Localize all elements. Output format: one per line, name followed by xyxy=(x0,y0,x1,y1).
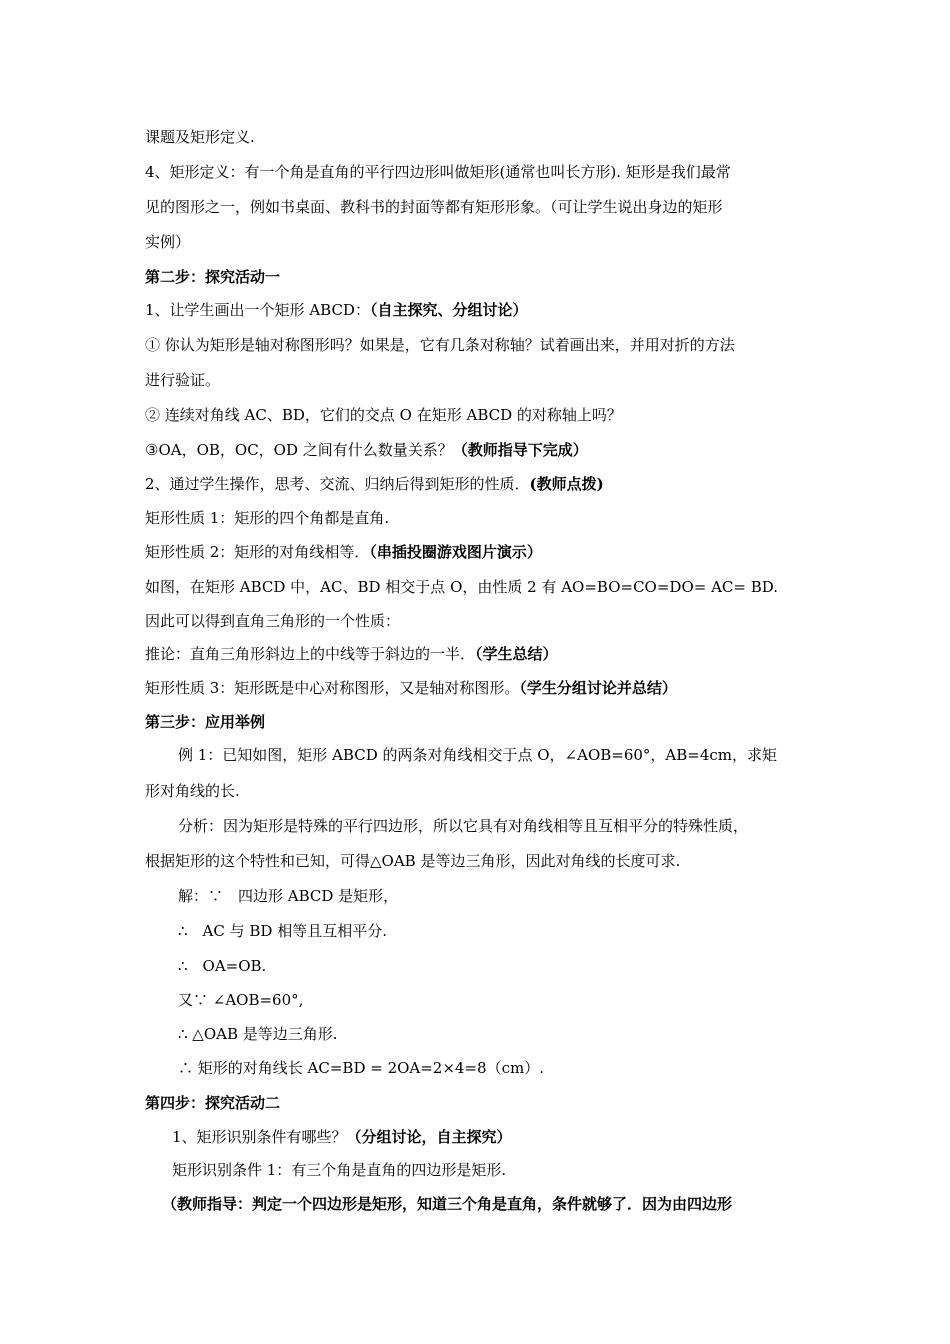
bold-note: (教师点拨) xyxy=(529,475,604,493)
example-line: 例 1：已知如图，矩形 ABCD 的两条对角线相交于点 O，∠AOB=60°，AB=4cm，求矩 xyxy=(178,746,778,764)
analysis-line: 分析：因为矩形是特殊的平行四边形，所以它具有对角线相等且互相平分的特殊性质， xyxy=(178,817,749,835)
paragraph-line: 形对角线的长. xyxy=(145,782,240,800)
paragraph-line: 课题及矩形定义. xyxy=(145,128,255,146)
bold-note: （教师指导下完成） xyxy=(452,441,588,459)
bold-note: （学生分组讨论并总结） xyxy=(519,679,677,697)
section-heading-step4: 第四步：探究活动二 xyxy=(145,1094,281,1112)
paragraph-line: 见的图形之一，例如书桌面、教科书的封面等都有矩形形象。（可让学生说出身边的矩形 xyxy=(145,198,723,216)
property-line: 矩形性质 2：矩形的对角线相等．（串插投圈游戏图片演示） xyxy=(145,543,542,561)
solution-line: 又∵ ∠AOB=60°, xyxy=(178,991,304,1009)
corollary-line: 推论：直角三角形斜边上的中线等于斜边的一半．（学生总结） xyxy=(145,645,558,663)
definition-line: 4、矩形定义：有一个角是直角的平行四边形叫做矩形(通常也叫长方形). 矩形是我们最常 xyxy=(145,163,731,181)
condition-line: 矩形识别条件 1：有三个角是直角的四边形是矩形. xyxy=(172,1161,507,1179)
solution-line: ∴ △OAB 是等边三角形. xyxy=(178,1025,338,1043)
paragraph-line: 1、让学生画出一个矩形 ABCD：（自主探究、分组讨论） xyxy=(145,301,528,319)
paragraph-line: 如图，在矩形 ABCD 中，AC、BD 相交于点 O，由性质 2 有 AO=BO=CO=DO= AC= BD. xyxy=(145,578,779,596)
property-line: 矩形性质 3：矩形既是中心对称图形，又是轴对称图形。（学生分组讨论并总结） xyxy=(145,679,677,697)
bold-note: （分组讨论，自主探究） xyxy=(346,1128,512,1146)
solution-line: ∴ OA=OB. xyxy=(178,957,267,975)
solution-line: 解：∵ 四边形 ABCD 是矩形， xyxy=(178,887,399,905)
paragraph-line: 1、矩形识别条件有哪些？（分组讨论，自主探究） xyxy=(172,1128,512,1146)
paragraph-line: 2、通过学生操作，思考、交流、归纳后得到矩形的性质．(教师点拨) xyxy=(145,475,604,493)
solution-line: ∴ 矩形的对角线长 AC=BD = 2OA=2×4=8（cm）. xyxy=(178,1059,544,1077)
question-line: ② 连续对角线 AC、BD，它们的交点 O 在矩形 ABCD 的对称轴上吗？ xyxy=(145,406,622,424)
paragraph-line: 因此可以得到直角三角形的一个性质： xyxy=(145,612,401,630)
paragraph-line: 根据矩形的这个特性和已知，可得△OAB 是等边三角形，因此对角线的长度可求. xyxy=(145,852,681,870)
paragraph-line: 实例） xyxy=(145,233,191,251)
question-line: ① 你认为矩形是轴对称图形吗？如果是，它有几条对称轴？试着画出来，并用对折的方法 xyxy=(145,336,735,354)
section-heading-step2: 第二步：探究活动一 xyxy=(145,268,281,286)
bold-note: （串插投圈游戏图片演示） xyxy=(369,543,542,561)
teacher-guidance-line: （教师指导：判定一个四边形是矩形，知道三个角是直角，条件就够了．因为由四边形 xyxy=(162,1195,733,1213)
bold-note: （学生总结） xyxy=(475,645,558,663)
paragraph-line: 进行验证。 xyxy=(145,371,221,389)
question-line: ③OA，OB，OC，OD 之间有什么数量关系？（教师指导下完成） xyxy=(145,441,588,459)
property-line: 矩形性质 1：矩形的四个角都是直角. xyxy=(145,509,390,527)
solution-line: ∴ AC 与 BD 相等且互相平分. xyxy=(178,922,387,940)
section-heading-step3: 第三步：应用举例 xyxy=(145,713,266,731)
bold-note: （自主探究、分组讨论） xyxy=(369,301,528,319)
